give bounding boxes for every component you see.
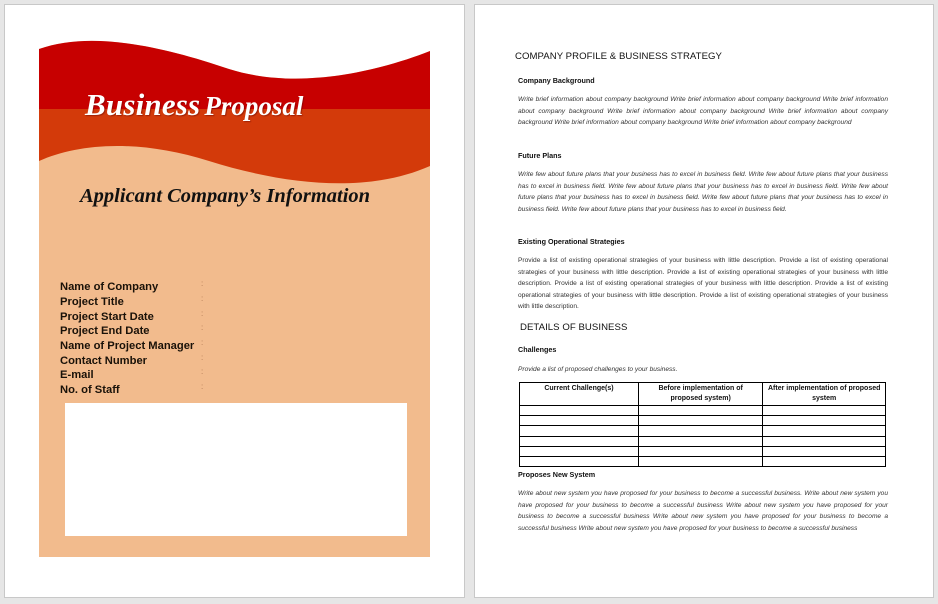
field-label: No. of Staff	[60, 384, 120, 397]
table-cell[interactable]	[520, 406, 639, 416]
table-row	[520, 426, 886, 436]
table-cell[interactable]	[763, 456, 886, 466]
table-row	[520, 446, 886, 456]
field-separator: :	[201, 367, 204, 377]
table-cell[interactable]	[763, 406, 886, 416]
subheading-proposed-new-system: Proposes New System	[518, 470, 596, 479]
column-header-after-implementation: After implementation of proposed system	[763, 383, 886, 406]
paragraph-proposed-new-system: Write about new system you have proposed for your business to become a successful business. Write about new system you have proposed for your business to become a successful business Write about new system you have proposed for your business to become a successful business Write about new system you have proposed for your business to become a successful business Write about new system you have proposed for your business to become a successful business	[518, 490, 888, 532]
field-row-project-title	[60, 295, 203, 310]
table-cell[interactable]	[638, 426, 762, 436]
field-row-contact-number	[60, 353, 203, 368]
field-separator: :	[201, 338, 204, 348]
field-separator: :	[201, 308, 204, 318]
table-cell[interactable]	[638, 416, 762, 426]
cover-design	[39, 31, 430, 557]
table-cell[interactable]	[638, 456, 762, 466]
content-page	[474, 4, 934, 598]
table-cell[interactable]	[520, 416, 639, 426]
field-label: E-mail	[60, 369, 94, 382]
table-cell[interactable]	[638, 446, 762, 456]
field-label: Name of Project Manager	[60, 340, 195, 353]
cover-page	[4, 4, 465, 598]
field-separator: :	[201, 352, 204, 362]
field-label: Project Title	[60, 296, 124, 309]
table-cell[interactable]	[638, 406, 762, 416]
content-body	[475, 5, 933, 597]
field-row-start-date	[60, 309, 203, 324]
column-header-current-challenges: Current Challenge(s)	[520, 383, 639, 406]
section-heading-details-of-business: DETAILS OF BUSINESS	[520, 322, 628, 333]
table-cell[interactable]	[638, 436, 762, 446]
field-separator: :	[201, 279, 204, 289]
field-label: Project End Date	[60, 325, 150, 338]
field-separator: :	[201, 382, 204, 392]
table-cell[interactable]	[520, 446, 639, 456]
table-cell[interactable]	[520, 456, 639, 466]
subheading-existing-strategies: Existing Operational Strategies	[518, 237, 625, 246]
applicant-info-fields	[60, 280, 203, 398]
paragraph-future-plans: Write few about future plans that your business has to excel in business field. Write few about future plans that your business has to excel in business field. Write few about future plans that your business has to excel in business field. Write few about future plans that your business has to excel in business field. Write few about future plans that your business has to excel in business field. Write few about future plans that your business has to excel in business field.	[518, 171, 888, 213]
paragraph-company-background: Write brief information about company background Write brief information about company background Write brief information about company background Write brief information about company background Write brief information about company background Write brief information about company background Write brief information about company background	[518, 96, 888, 126]
table-cell[interactable]	[763, 436, 886, 446]
table-header-row	[520, 383, 886, 406]
subheading-future-plans: Future Plans	[518, 151, 562, 160]
column-header-before-implementation: Before implementation of proposed system)	[638, 383, 762, 406]
cover-blank-text-box[interactable]	[65, 403, 407, 536]
paragraph-existing-strategies: Provide a list of existing operational strategies of your business with little description. Provide a list of existing operational strategies of your business with little description. Provide a list of existing operational strategies of your business with little description. Provide a list of existing operational strategies of your business with little description. Provide a list of existing operational strategies of your business with little description. Provide a list of existing operational strategies of your business with little description.	[518, 257, 888, 310]
field-label: Contact Number	[60, 354, 148, 367]
challenges-table	[519, 382, 886, 467]
field-row-company-name	[60, 280, 203, 295]
field-row-end-date	[60, 324, 203, 339]
field-separator: :	[201, 294, 204, 304]
field-separator: :	[201, 323, 204, 333]
field-label: Name of Company	[60, 281, 159, 294]
table-cell[interactable]	[520, 426, 639, 436]
table-cell[interactable]	[763, 446, 886, 456]
table-cell[interactable]	[763, 426, 886, 436]
section-heading-company-profile: COMPANY PROFILE & BUSINESS STRATEGY	[515, 51, 722, 62]
cover-title	[85, 87, 303, 123]
table-cell[interactable]	[763, 416, 886, 426]
field-row-project-manager	[60, 339, 203, 354]
cover-title-word-proposal: Proposal	[204, 91, 304, 121]
subheading-company-background: Company Background	[518, 76, 595, 85]
table-row	[520, 406, 886, 416]
cover-title-word-business: Business	[85, 87, 201, 122]
table-row	[520, 436, 886, 446]
cover-subtitle: Applicant Company’s Information	[80, 185, 371, 207]
field-row-staff-count	[60, 383, 203, 398]
table-cell[interactable]	[520, 436, 639, 446]
paragraph-challenges: Provide a list of proposed challenges to your business.	[518, 366, 678, 373]
table-row	[520, 456, 886, 466]
field-row-email	[60, 368, 203, 383]
field-label: Project Start Date	[60, 310, 154, 323]
subheading-challenges: Challenges	[518, 345, 557, 354]
table-row	[520, 416, 886, 426]
